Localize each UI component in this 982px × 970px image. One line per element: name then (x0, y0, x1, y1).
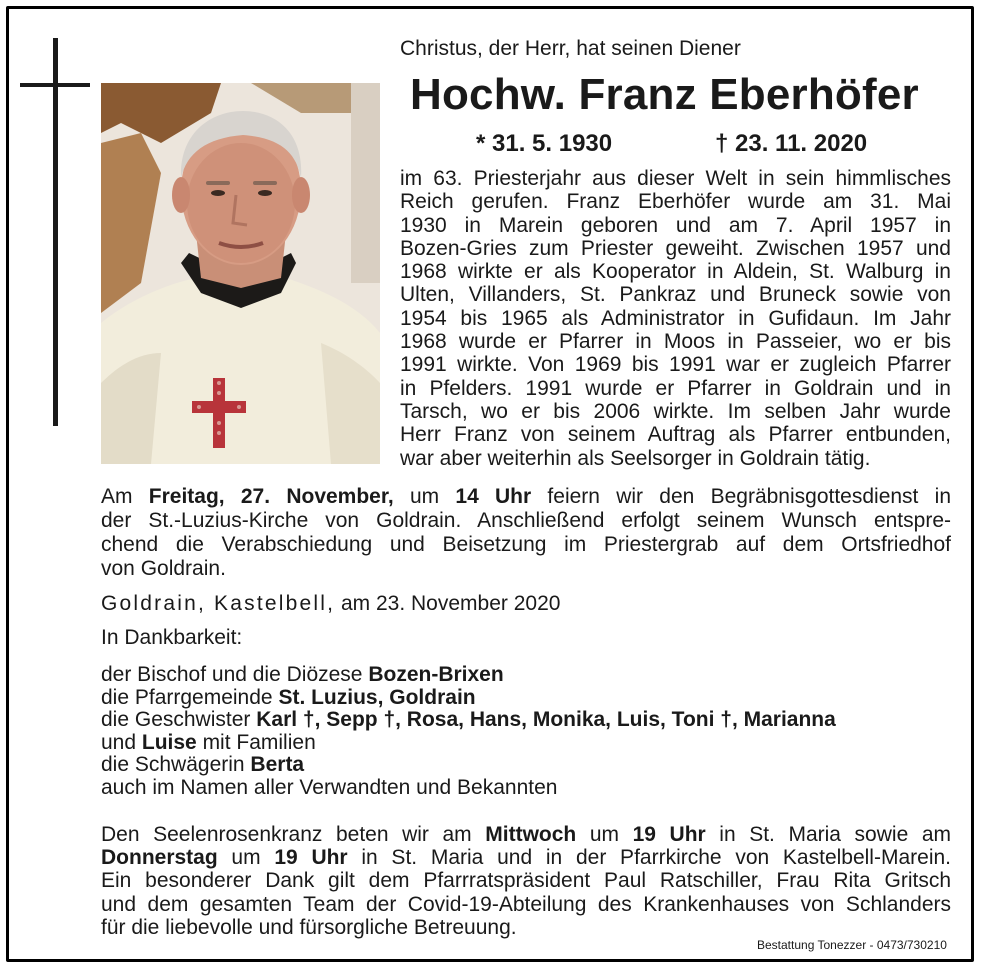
rosary-line-2 (101, 846, 951, 869)
mourner-text: die Pfarrgemeinde (101, 685, 279, 709)
bio-line: 1968 wurde er Pfarrer in Moos in Passeier, wo er bis (400, 330, 951, 354)
rosary-line-1 (101, 823, 951, 846)
priest-portrait-photo (101, 83, 380, 464)
rosary-line-4: und dem gesamten Team der Covid-19-Abteilung des Krankenhauses von Schlanders (101, 892, 951, 916)
rosary-line-3: Ein besonderer Dank gilt dem Pfarrratspräsident Paul Ratschiller, Frau Rita Gritsch (101, 869, 951, 893)
mourner-line: auch im Namen aller Verwandten und Bekannten (101, 775, 558, 799)
mourner-name: St. Luzius, Goldrain (278, 685, 476, 709)
mourner-line (101, 664, 836, 687)
bio-line: Herr Franz von seinem Auftrag als Pfarrer entbunden, (400, 423, 951, 447)
biography (400, 167, 951, 470)
mourner-text: der Bischof und die Diözese (101, 663, 369, 686)
funeral-line-4: von Goldrain. (101, 557, 226, 580)
funeral-line-3: chend die Verabschiedung und Beisetzung im Priestergrab auf dem Ortsfriedhof (101, 533, 951, 556)
mourner-text: die Schwägerin (101, 753, 251, 776)
thanks-label: In Dankbarkeit: (101, 626, 243, 649)
mourner-text: und (101, 730, 142, 754)
bio-line: 1968 wirkte er als Kooperator in Aldein, St. Walburg in (400, 260, 951, 284)
bio-line: war aber weiterhin als Seelsorger in Goldrain tätig. (400, 446, 871, 470)
bio-line: 1930 in Marein geboren und am 7. April 1957 in (400, 213, 951, 237)
mourner-name: Luise (141, 730, 197, 754)
mourner-line (101, 732, 836, 755)
bio-line: Bozen-Gries zum Priester geweiht. Zwischen 1957 und (400, 236, 951, 260)
bio-line: 1991 wirkte. Von 1969 bis 1991 war er zugleich Pfarrer (400, 353, 951, 377)
funeral-text: Am (101, 485, 149, 508)
rosary-day: Donnerstag (101, 846, 218, 870)
funeral-text: um (393, 485, 456, 508)
mourner-text: mit Familien (196, 730, 316, 754)
rosary-time: 19 Uhr (274, 846, 348, 870)
death-date: † 23. 11. 2020 (715, 130, 868, 157)
rosary-notice (101, 823, 951, 939)
mourner-name: Karl †, Sepp †, Rosa, Hans, Monika, Luis, Toni †, Marianna (256, 708, 836, 731)
bio-line: 1954 bis 1965 als Administrator in Gufidaun. Im Jahr (400, 306, 951, 330)
deceased-name: Hochw. Franz Eberhöfer (410, 70, 919, 119)
rosary-text: um (576, 823, 633, 846)
mourner-line (101, 687, 836, 710)
bio-line: Tarsch, wo er bis 2006 wirkte. Im selben Jahr wurde (400, 399, 951, 423)
portrait-illustration (101, 83, 380, 464)
rosary-text: Den Seelenrosenkranz beten wir am (101, 823, 486, 846)
rosary-text: um (217, 846, 275, 870)
funeral-line-1 (101, 485, 951, 509)
mourner-line (101, 754, 836, 777)
bio-line: Ulten, Villanders, St. Pankraz und Bruneck sowie von (400, 283, 951, 307)
mourner-name: Berta (250, 753, 305, 776)
undertaker-credit: Bestattung Tonezzer - 0473/730210 (757, 938, 947, 952)
bio-line: im 63. Priesterjahr aus dieser Welt in sein himmlisches (400, 167, 951, 190)
notice-date: am 23. November 2020 (335, 592, 561, 615)
funeral-text: feiern wir den Begräbnisgottesdienst in (531, 485, 951, 508)
mourner-text: die Geschwister (101, 708, 257, 731)
rosary-text: in St. Maria sowie am (705, 823, 952, 846)
place-name: Goldrain, Kastelbell, (101, 592, 336, 615)
funeral-day: Freitag, 27. November, (148, 485, 394, 508)
rosary-text: in St. Maria und in der Pfarrkirche von Kastelbell-Marein. (347, 846, 951, 870)
funeral-time: 14 Uhr (455, 485, 532, 508)
funeral-notice (101, 485, 951, 581)
funeral-line-2: der St.-Luzius-Kirche von Goldrain. Anschließend erfolgt seinem Wunsch entspre- (101, 509, 951, 532)
cross-horizontal-bar (20, 83, 90, 87)
rosary-day: Mittwoch (485, 823, 577, 846)
mourners-list (101, 664, 836, 799)
bio-line: Reich gerufen. Franz Eberhöfer wurde am 31. Mai (400, 190, 951, 214)
mourner-line (101, 709, 836, 732)
rosary-line-5: für die liebevolle und fürsorgliche Betreuung. (101, 915, 517, 939)
birth-date: * 31. 5. 1930 (476, 130, 613, 157)
intro-text: Christus, der Herr, hat seinen Diener (400, 37, 741, 60)
place-and-date (101, 593, 560, 615)
mourner-name: Bozen-Brixen (368, 663, 504, 686)
rosary-time: 19 Uhr (632, 823, 706, 846)
cross-vertical-bar (53, 38, 58, 426)
bio-line: in Pfelders. 1991 wurde er Pfarrer in Goldrain und in (400, 376, 951, 400)
